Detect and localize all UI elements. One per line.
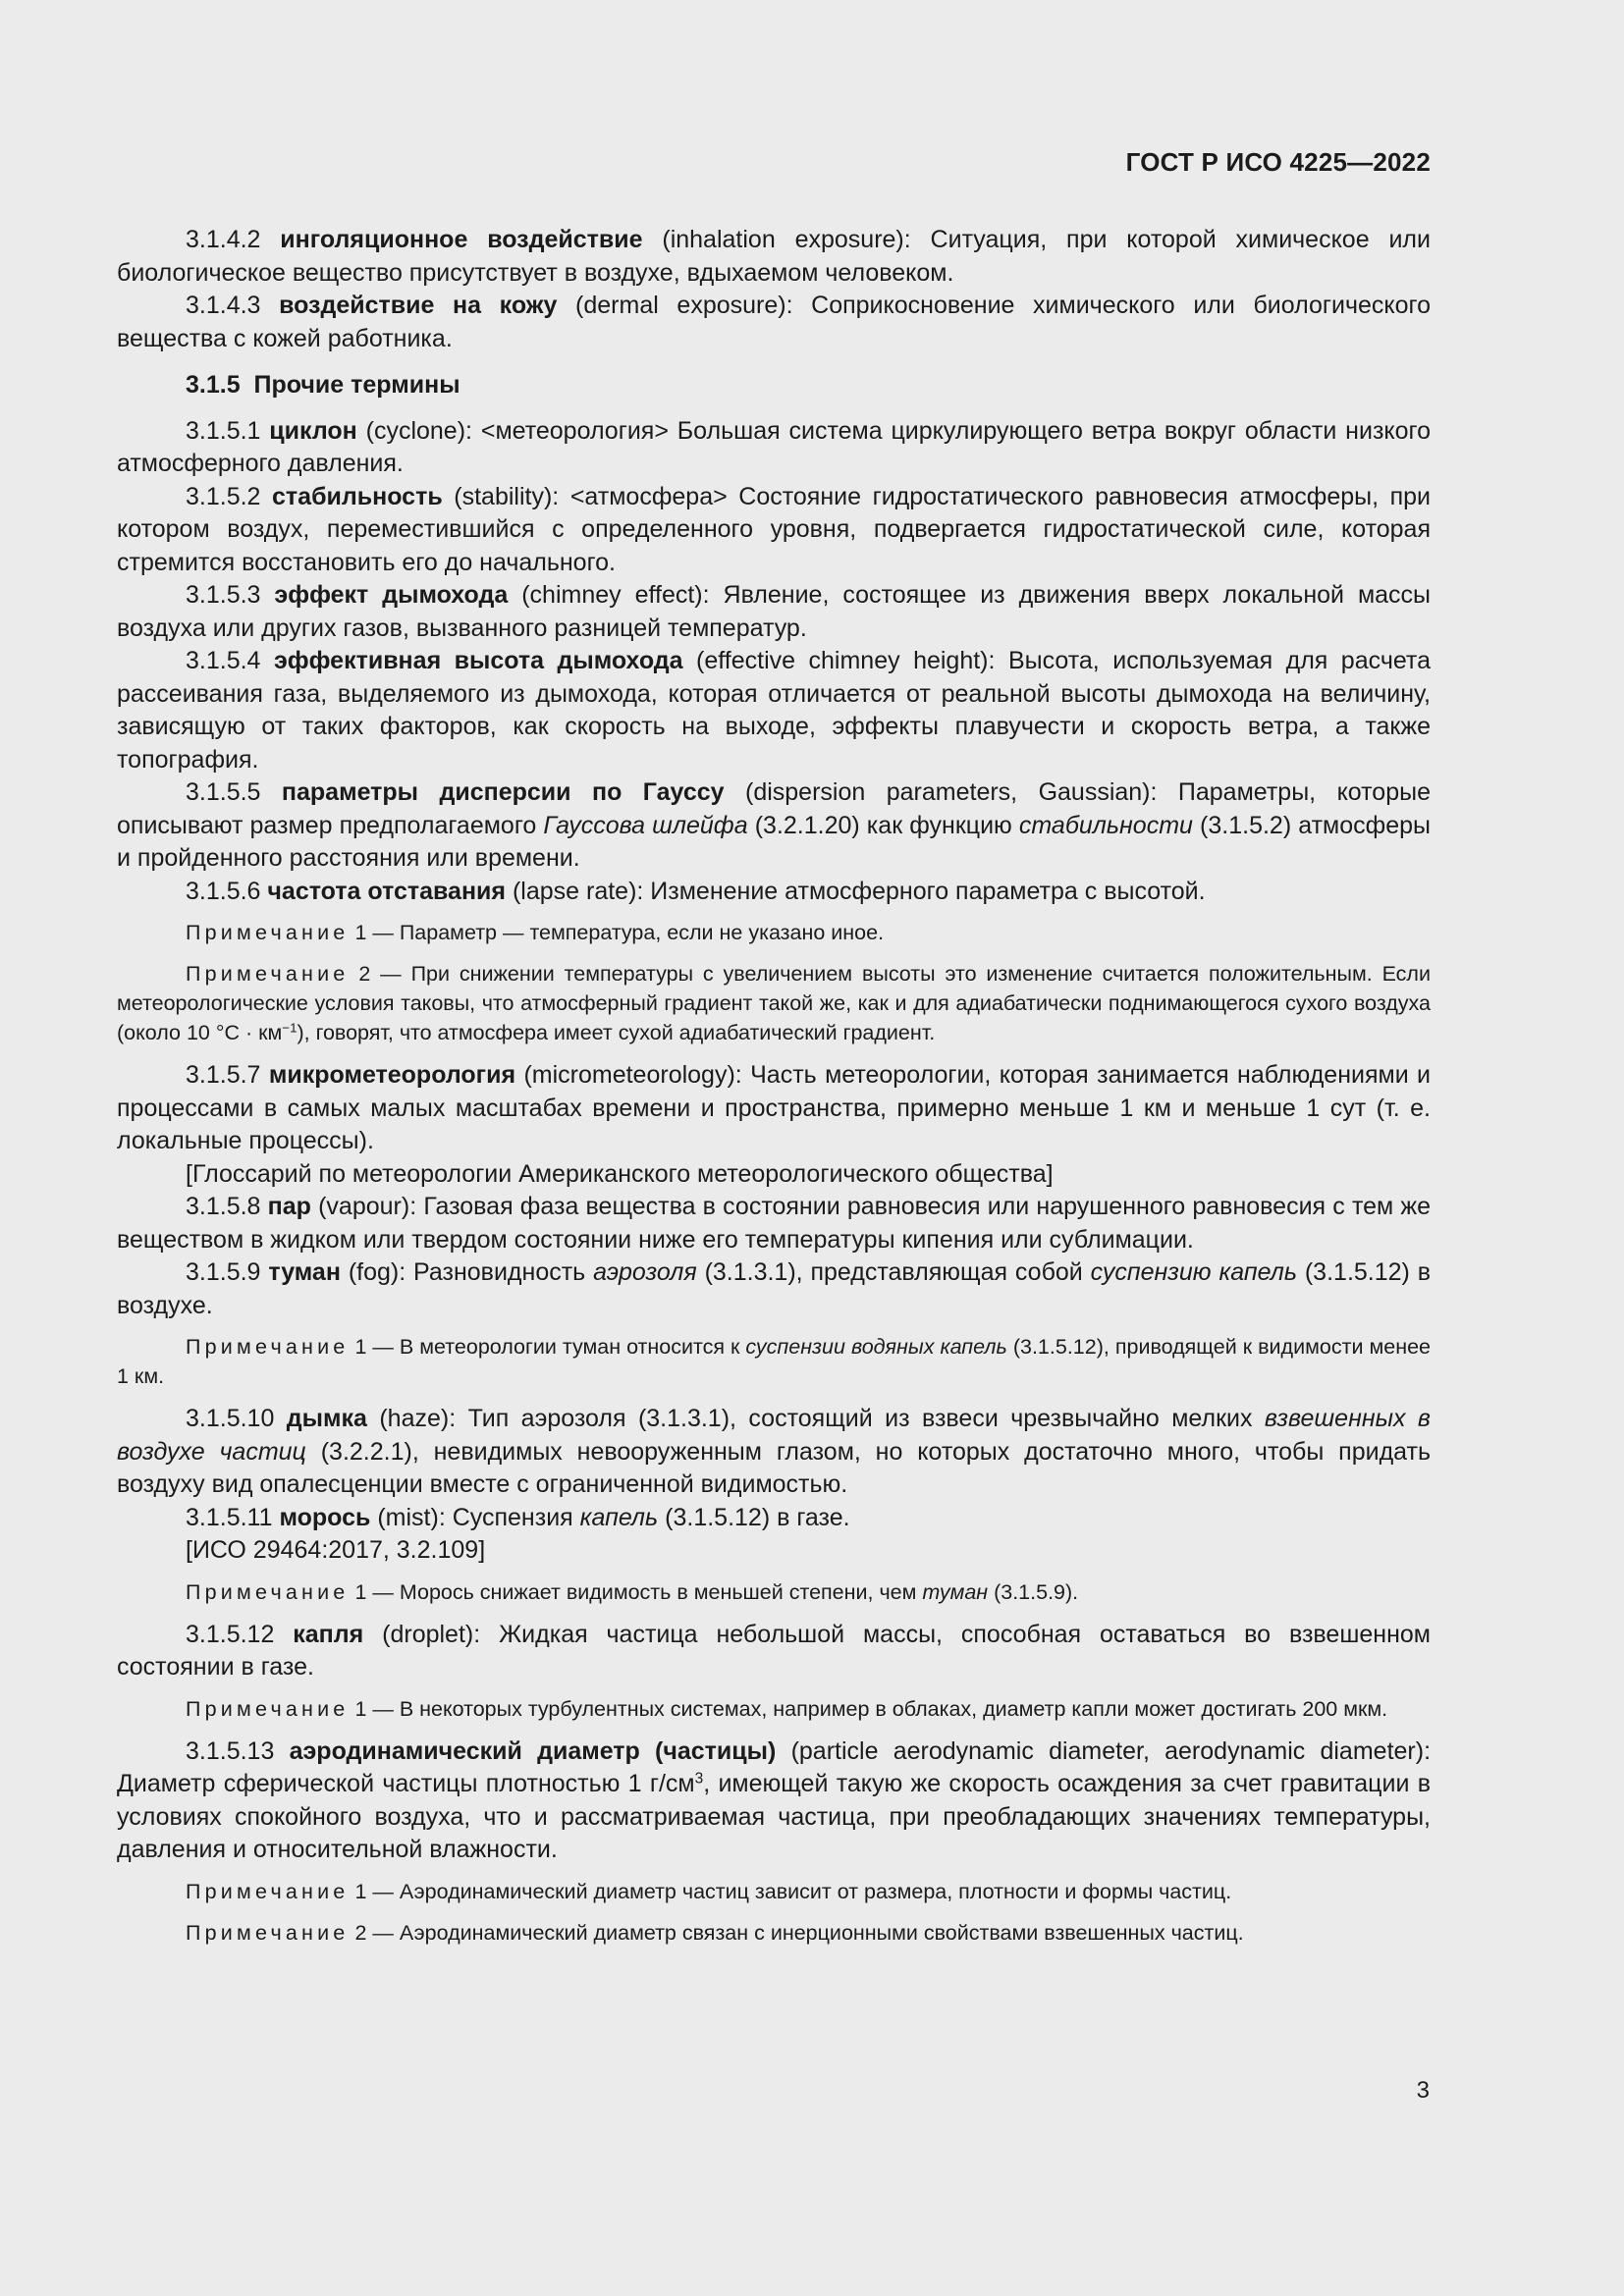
note-3-1-5-6-2: Примечание 2 — При снижении температуры с увеличением высоты это изменение считается положительным. Если метеорологические условия таковы, что атмосферный градиент такой же, как и для адиабатически поднимающегося сухого воздуха (около 10 $^\circ C \cdot км^{-1}$), говорят, что атмосфера имеет сухой адиабатический градиент. (117, 962, 1431, 1044)
reference-3-1-5-7: [Глоссарий по метеорологии Американского метеорологического общества] (186, 1159, 1054, 1188)
note-3-1-5-9-1: Примечание 1 — В метеорологии туман относится к суспензии водяных капель (3.1.5.12), приводящей к видимости менее 1 км. (117, 1335, 1431, 1388)
note-3-1-5-6-1: Примечание 1 — Параметр — температура, если не указано иное. (186, 921, 885, 944)
term-3-1-5-12: 3.1.5.12 капля (droplet): Жидкая частица небольшой массы, способная оставаться во взвешенном состоянии в газе. (117, 1620, 1431, 1681)
term-3-1-5-1: 3.1.5.1 циклон (cyclone): <метеорология> Большая система циркулирующего ветра вокруг области низкого атмосферного давления. (117, 416, 1431, 477)
note-3-1-5-12-1: Примечание 1 — В некоторых турбулентных системах, например в облаках, диаметр капли может достигать 200 мкм. (186, 1696, 1388, 1721)
term-3-1-5-9: 3.1.5.9 туман (fog): Разновидность аэрозоля (3.1.3.1), представляющая собой суспензию капель (3.1.5.12) в воздухе. (117, 1258, 1432, 1319)
term-3-1-5-3: 3.1.5.3 эффект дымохода (chimney effect): Явление, состоящее из движения вверх локальной массы воздуха или других газов, вызванного разницей температур. (117, 581, 1432, 642)
term-3-1-4-2: 3.1.4.2 инголяционное воздействие (inhalation exposure): Ситуация, при которой химическое или биологическое вещество присутствует в воздухе, вдыхаемом человеком. (117, 226, 1431, 287)
reference-3-1-5-11: [ИСО 29464:2017, 3.2.109] (186, 1536, 486, 1564)
term-3-1-5-2: 3.1.5.2 стабильность (stability): <атмосфера> Состояние гидростатического равновесия атмосферы, при котором воздух, переместившийся с определенного уровня, подвергается гидростатической силе, которая стремится восстановить его до начального. (117, 482, 1432, 576)
term-3-1-5-7: 3.1.5.7 микрометеорология (micrometeorology): Часть метеорологии, которая занимается наблюдениями и процессами в самых малых масштабах времени и пространства, примерно меньше 1 км и меньше 1 сут (т. е. локальные процессы). (117, 1061, 1432, 1154)
term-3-1-5-11: 3.1.5.11 морось (mist): Суспензия капель (3.1.5.12) в газе. (186, 1503, 850, 1531)
term-3-1-5-10: 3.1.5.10 дымка (haze): Тип аэрозоля (3.1.3.1), состоящий из взвеси чрезвычайно мелких взвешенных в воздухе частиц (3.2.2.1), невидимых невооруженным глазом, но которых достаточно много, чтобы придать воздуху вид опалесценции вместе с ограниченной видимостью. (117, 1405, 1431, 1498)
term-3-1-5-13: 3.1.5.13 аэродинамический диаметр (частицы) (particle aerodynamic diameter, aerodynamic diameter): Диаметр сферической частицы плотностью 1 $г/см^3$, имеющей такую же скорость осаждения за счет гравитации в условиях спокойного воздуха, что и рассматриваемая частица, при преобладающих значениях температуры, давления и относительной влажности. (117, 1736, 1432, 1863)
document-body (117, 224, 1431, 1959)
note-3-1-5-13-1: Примечание 1 — Аэродинамический диаметр частиц зависит от размера, плотности и формы частиц. (186, 1879, 1232, 1903)
section-heading-3-1-5: 3.1.5 Прочие термины (186, 371, 460, 399)
note-3-1-5-13-2: Примечание 2 — Аэродинамический диаметр связан с инерционными свойствами взвешенных частиц. (186, 1920, 1244, 1945)
term-3-1-5-5: 3.1.5.5 параметры дисперсии по Гауссу (dispersion parameters, Gaussian): Параметры, которые описывают размер предполагаемого Гауссова шлейфа (3.2.1.20) как функцию стабильности (3.1.5.2) атмосферы и пройденного расстояния или времени. (117, 778, 1431, 872)
term-3-1-5-4: 3.1.5.4 эффективная высота дымохода (effective chimney height): Высота, используемая для расчета рассеивания газа, выделяемого из дымохода, которая отличается от реальной высоты дымохода на величину, зависящую от таких факторов, как скорость на выходе, эффекты плавучести и скорость ветра, а также топография. (117, 647, 1431, 774)
page-number: 3 (1416, 2077, 1430, 2104)
note-3-1-5-11-1: Примечание 1 — Морось снижает видимость в меньшей степени, чем туман (3.1.5.9). (186, 1579, 1079, 1604)
term-3-1-4-3: 3.1.4.3 воздействие на кожу (dermal exposure): Соприкосновение химического или биологического вещества с кожей работника. (117, 292, 1431, 352)
standard-code-header: ГОСТ Р ИСО 4225—2022 (1125, 147, 1431, 177)
term-3-1-5-6: 3.1.5.6 частота отставания (lapse rate): Изменение атмосферного параметра с высотой. (186, 877, 1206, 905)
term-3-1-5-8: 3.1.5.8 пар (vapour): Газовая фаза вещества в состоянии равновесия или нарушенного равновесия с тем же веществом в жидком или твердом состоянии ниже его температуры кипения или сублимации. (117, 1193, 1432, 1254)
